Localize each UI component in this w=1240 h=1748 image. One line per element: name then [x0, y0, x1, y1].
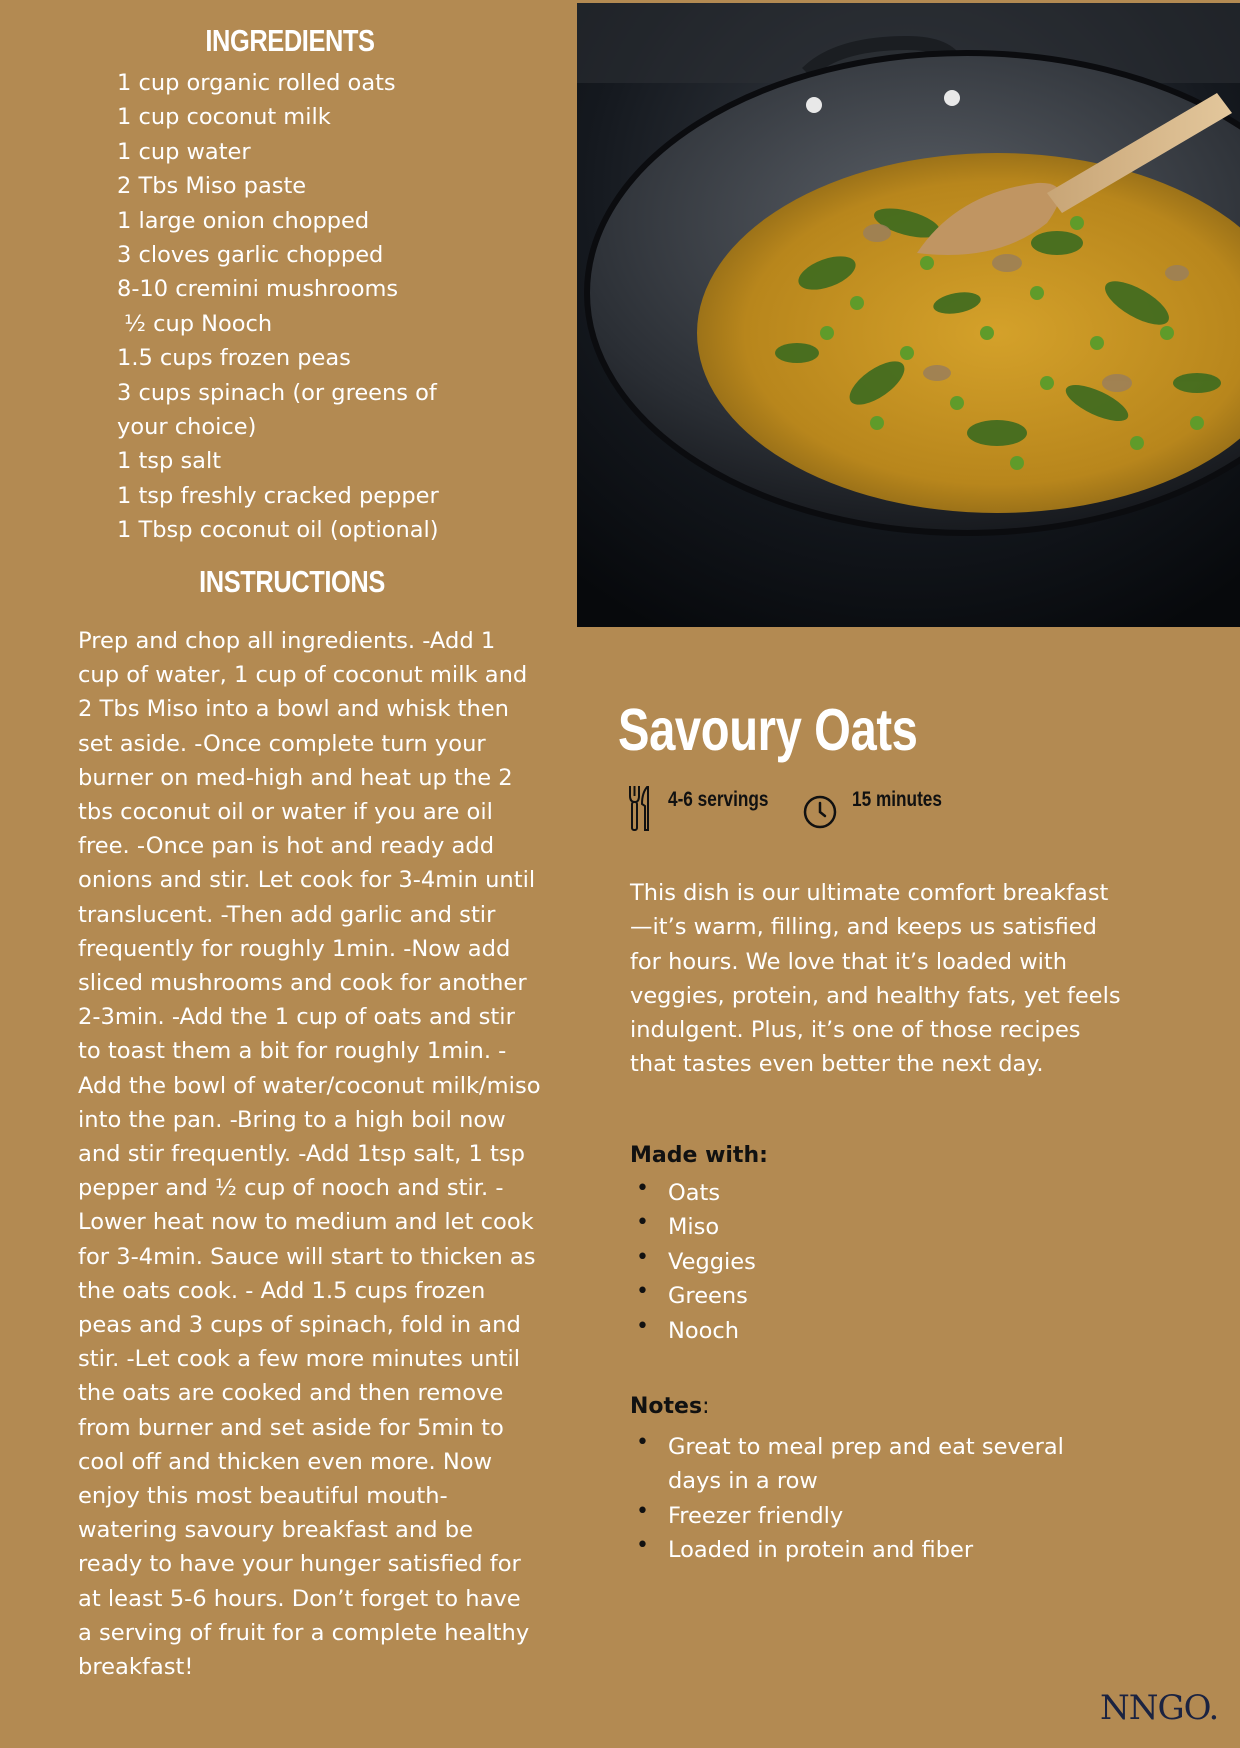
- ingredients-heading: INGREDIENTS: [205, 23, 375, 58]
- notes-list: [630, 1430, 1100, 1568]
- recipe-photo: [577, 3, 1240, 627]
- ingredient-item: 1 tsp salt: [117, 448, 222, 475]
- recipe-description: This dish is our ultimate comfort breakfast—it’s warm, filling, and keeps us satisfied for hours. We love that it’s loaded with veggies, protein, and healthy fats, yet feels indulgent. Plus, it’s one of those recipes that tastes even better the next day.: [630, 880, 1121, 1078]
- ingredient-item: ½ cup Nooch: [117, 310, 273, 337]
- ingredients-list: [117, 66, 517, 548]
- ingredient-item: 1 cup water: [117, 138, 251, 165]
- made-with-list: [630, 1176, 1100, 1348]
- ingredient-item: 1 Tbsp coconut oil (optional): [117, 517, 439, 544]
- made-with-item: • Veggies: [630, 1245, 1100, 1279]
- made-with-item: • Nooch: [630, 1314, 1100, 1348]
- ingredient-item: 1 large onion chopped: [117, 207, 370, 234]
- left-column: [0, 0, 577, 1748]
- notes-heading: [630, 1394, 709, 1419]
- ingredient-item: 1 tsp freshly cracked pepper: [117, 482, 439, 509]
- made-with-item: • Greens: [630, 1279, 1100, 1313]
- note-item: • Freezer friendly: [630, 1499, 1100, 1533]
- oats-in-pan-image: [577, 3, 1240, 627]
- brand-logo: NNGO.: [1100, 1688, 1219, 1728]
- clock-icon: [802, 794, 838, 830]
- ingredient-item: 2 Tbs Miso paste: [117, 173, 307, 200]
- time-label: 15 minutes: [852, 788, 942, 811]
- ingredient-item: 3 cloves garlic chopped: [117, 242, 384, 269]
- ingredient-item: 3 cups spinach (or greens of your choice): [117, 379, 437, 441]
- servings-label: 4-6 servings: [668, 788, 769, 811]
- ingredient-item: 1 cup coconut milk: [117, 104, 331, 131]
- made-with-heading: Made with:: [630, 1143, 768, 1168]
- fork-knife-icon: [628, 786, 650, 832]
- notes-heading-colon: :: [702, 1394, 710, 1419]
- made-with-item: • Oats: [630, 1176, 1100, 1210]
- note-item: • Great to meal prep and eat several days in a row: [630, 1430, 1078, 1499]
- ingredient-item: 1.5 cups frozen peas: [117, 345, 351, 372]
- instructions-heading: INSTRUCTIONS: [199, 564, 385, 599]
- ingredient-item: 8-10 cremini mushrooms: [117, 276, 399, 303]
- note-item: • Loaded in protein and fiber: [630, 1533, 1100, 1567]
- notes-heading-text: Notes: [630, 1394, 703, 1419]
- made-with-item: • Miso: [630, 1210, 1100, 1244]
- ingredient-item: 1 cup organic rolled oats: [117, 70, 396, 96]
- servings-info: [628, 786, 778, 836]
- recipe-title: Savoury Oats: [618, 697, 918, 763]
- instructions-text: Prep and chop all ingredients. -Add 1 cup of water, 1 cup of coconut milk and 2 Tbs Miso into a bowl and whisk then set aside. -Once complete turn your burner on med-high and heat up the 2 tbs coconut oil or water if you are oil free. -Once pan is hot and ready add onions and stir. Let cook for 3-4min until translucent. -Then add garlic and stir frequently for roughly 1min. -Now add sliced mushrooms and cook for another 2-3min. -Add the 1 cup of oats and stir to toast them a bit for roughly 1min. -Add the bowl of water/coconut milk/miso into the pan. -Bring to a high boil now and stir frequently. -Add 1tsp salt, 1 tsp pepper and ½ cup of nooch and stir. -Lower heat now to medium and let cook for 3-4min. Sauce will start to thicken as the oats cook. - Add 1.5 cups frozen peas and 3 cups of spinach, fold in and stir. -Let cook a few more minutes until the oats are cooked and then remove from burner and set aside for 5min to cool off and thicken even more. Now enjoy this most beautiful mouth-watering savoury breakfast and be ready to have your hunger satisfied for at least 5-6 hours. Don’t forget to have a serving of fruit for a complete healthy breakfast!: [78, 628, 541, 1681]
- time-info: [802, 786, 952, 836]
